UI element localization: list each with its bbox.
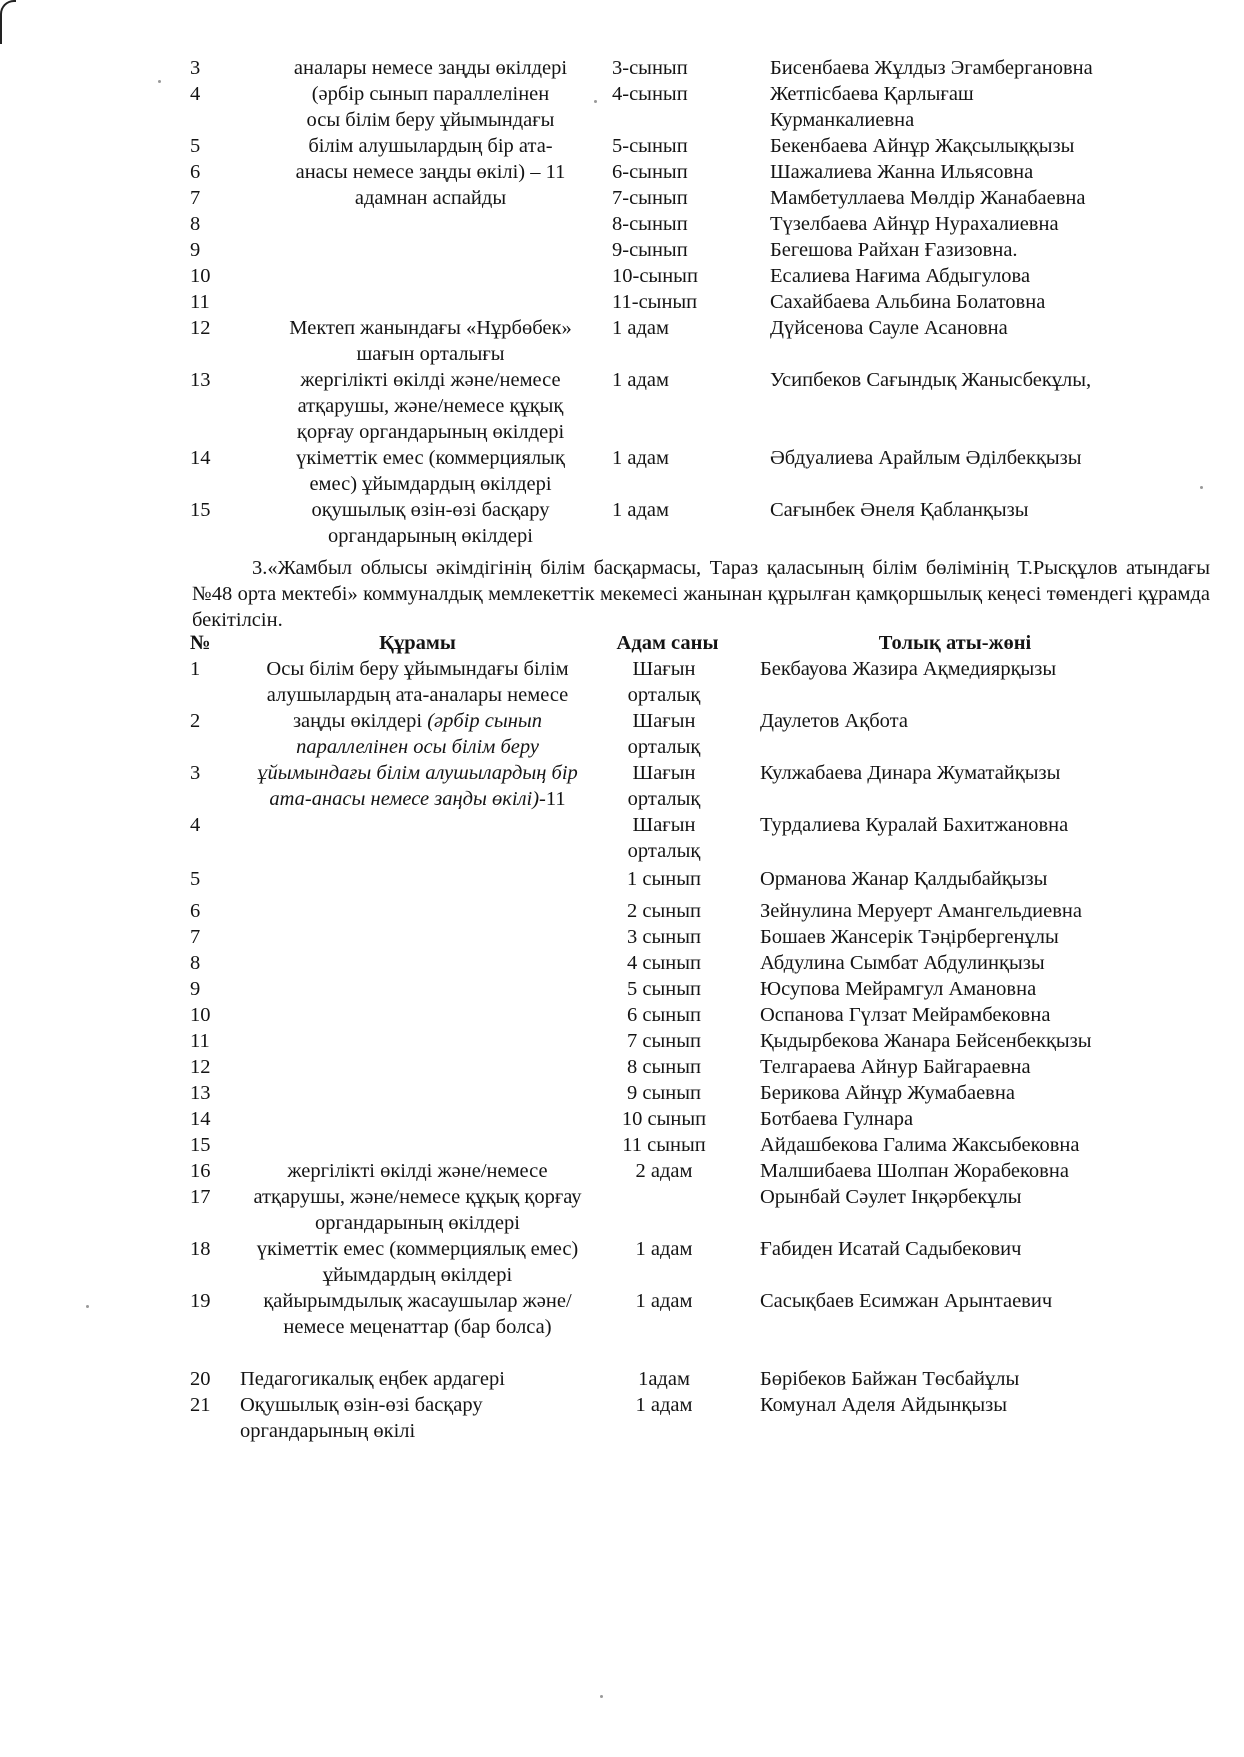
full-name: Айдашбекова Галима Жаксыбековна [760,1134,1080,1156]
full-name: Усипбеков Сағындық Жанысбекұлы, [770,369,1092,391]
full-name: Шажалиева Жанна Ильясовна [770,161,1034,183]
scan-corner-mark [0,0,16,44]
composition-line: емес) ұйымдардың өкілдері [309,473,552,495]
full-name: Мамбетуллаева Мөлдір Жанабаевна [770,187,1086,209]
composition-line: үкіметтік емес (коммерциялық [296,447,565,469]
person-count: 3 сынып [627,926,701,948]
scan-speck [86,1305,89,1308]
row-number: 10 [190,265,211,287]
person-count: 1 адам [612,317,669,339]
person-count: 10 сынып [621,1108,707,1130]
full-name: Сағынбек Әнеля Қабланқызы [770,499,1029,521]
scan-speck [600,1695,603,1698]
composition-line: жергілікті өкілді және/немесе [300,369,561,391]
composition-line: атқарушы, және/немесе құқық [297,395,564,417]
full-name: Оспанова Гүлзат Мейрамбековна [760,1004,1051,1026]
scan-speck [158,80,161,83]
full-name: Малшибаева Шолпан Жорабековна [760,1160,1069,1182]
person-count: 9-сынып [612,239,688,261]
composition-ngo: үкіметтік емес (коммерциялық емес) ұйымдардың өкілдері [256,1238,579,1286]
scan-speck [594,100,597,103]
composition-veteran: Педагогикалық еңбек ардагері [240,1368,505,1390]
full-name: Жетпісбаева Қарлығаш [770,83,974,105]
full-name: Курманкалиевна [770,109,915,131]
person-count: 7 сынып [627,1030,701,1052]
composition-line: шағын орталығы [356,343,505,365]
composition-line: анасы немесе заңды өкілі) – 11 [295,161,566,183]
person-count: 4 сынып [627,952,701,974]
row-number: 15 [190,1134,211,1156]
person-count: 3-сынып [612,57,688,79]
person-count: 5-сынып [612,135,688,157]
person-count: 2 адам [635,1160,693,1182]
person-count: 1 адам [635,1290,693,1312]
row-number: 7 [190,187,201,209]
row-number: 2 [190,710,201,732]
composition-line: органдарының өкілдері [328,525,533,547]
composition-line: қорғау органдарының өкілдері [296,421,565,443]
row-number: 3 [190,57,201,79]
full-name: Сахайбаева Альбина Болатовна [770,291,1046,313]
person-count: 9 сынып [627,1082,701,1104]
row-number: 8 [190,213,201,235]
person-count: 8 сынып [627,1056,701,1078]
row-number: 1 [190,658,201,680]
row-number: 8 [190,952,201,974]
person-count: 1 сынып [627,868,701,890]
composition-parents-note: (әрбір сынып параллелінен осы білім беру ұйымындағы білім алушылардың бір ата-анасы немесе заңды өкілі) [257,710,578,810]
row-number: 11 [190,1030,210,1052]
row-number: 10 [190,1004,211,1026]
composition-line: Мектеп жанындағы «Нұрбөбек» [289,317,572,339]
composition-students: Оқушылық өзін-өзі басқару органдарының өкілі [240,1394,483,1442]
full-name: Кулжабаева Динара Жуматайқызы [760,762,1061,784]
composition-parents-count: -11 [539,788,566,810]
full-name: Бегешова Райхан Ғазизовна. [770,239,1018,261]
person-count: Шағын орталық [627,762,701,810]
full-name: Орманова Жанар Қалдыбайқызы [760,868,1048,890]
row-number: 15 [190,499,211,521]
person-count: 2 сынып [627,900,701,922]
person-count: 1 адам [612,447,669,469]
composition-line: адамнан аспайды [354,187,507,209]
header-number: № [190,632,211,654]
composition-parents [245,656,590,812]
full-name: Бисенбаева Жұлдыз Эгамбергановна [770,57,1093,79]
full-name: Турдалиева Куралай Бахитжановна [760,814,1069,836]
composition-charity: қайырымдылық жасаушылар және/немесе меценаттар (бар болса) [263,1290,572,1338]
full-name: Дүйсенова Сауле Асановна [770,317,1008,339]
row-number: 9 [190,239,201,261]
person-count: 1 адам [635,1394,693,1416]
full-name: Әбдуалиева Арайлым Әділбекқызы [770,447,1082,469]
full-name: Даулетов Ақбота [760,710,908,732]
person-count: 11 сынып [622,1134,706,1156]
person-count: 1 адам [635,1238,693,1260]
full-name: Ғабиден Исатай Садыбекович [760,1238,1022,1260]
full-name: Қыдырбекова Жанара Бейсенбекқызы [760,1030,1092,1052]
person-count: 8-сынып [612,213,688,235]
person-count: 6 сынып [627,1004,701,1026]
full-name: Бекбауова Жазира Ақмедиярқызы [760,658,1057,680]
person-count: 4-сынып [612,83,688,105]
header-composition: Құрамы [379,632,456,654]
full-name: Бекенбаева Айнұр Жақсылыққызы [770,135,1075,157]
row-number: 3 [190,762,201,784]
full-name: Ботбаева Гулнара [760,1108,914,1130]
full-name: Комунал Аделя Айдынқызы [760,1394,1008,1416]
person-count: 7-сынып [612,187,688,209]
row-number: 9 [190,978,201,1000]
person-count: 11-сынып [612,291,698,313]
header-count: Адам саны [616,632,719,654]
composition-line: білім алушылардың бір ата- [308,135,553,157]
row-number: 5 [190,135,201,157]
full-name: Бошаев Жансерік Тәңірбергенұлы [760,926,1059,948]
header-full-name: Толық аты-жөні [878,632,1032,654]
composition-line: (әрбір сынып параллелінен [311,83,550,105]
row-number: 14 [190,447,211,469]
row-number: 21 [190,1394,211,1416]
person-count: 1 адам [612,499,669,521]
row-number: 11 [190,291,210,313]
row-number: 13 [190,1082,211,1104]
composition-local-authority: жергілікті өкілді және/немесе атқарушы, және/немесе құқық қорғау органдарының өкілдері [253,1160,582,1234]
person-count: 10-сынып [612,265,698,287]
person-count: 5 сынып [627,978,701,1000]
row-number: 12 [190,1056,211,1078]
decision-paragraph: 3.«Жамбыл облысы әкімдігінің білім басқармасы, Тараз қаласының білім бөлімінің Т.Рысқұлов атындағы №48 орта мектебі» коммуналдық мемлекеттік мекемесі жанынан құрылған қамқоршылық кеңесі төмендегі құрамда бекітілсін. [192,557,1210,631]
composition-parents-text: Осы білім беру ұйымындағы білім алушылардың ата-аналары немесе заңды өкілдері [266,658,569,732]
composition-line: аналары немесе заңды өкілдері [293,57,568,79]
person-count: 1 адам [612,369,669,391]
person-count: Шағын орталық [627,710,701,758]
person-count: 1адам [638,1368,690,1390]
row-number: 18 [190,1238,211,1260]
full-name: Абдулина Сымбат Абдулинқызы [760,952,1045,974]
full-name: Телгараева Айнур Байгараевна [760,1056,1031,1078]
full-name: Бөрібеков Байжан Төсбайұлы [760,1368,1020,1390]
full-name: Түзелбаева Айнұр Нурахалиевна [770,213,1059,235]
person-count: Шағын орталық [627,658,701,706]
scan-speck [1200,486,1203,489]
row-number: 16 [190,1160,211,1182]
row-number: 5 [190,868,201,890]
row-number: 14 [190,1108,211,1130]
full-name: Есалиева Нағима Абдыгулова [770,265,1031,287]
row-number: 4 [190,83,201,105]
row-number: 19 [190,1290,211,1312]
person-count: Шағын орталық [627,814,701,862]
composition-line: оқушылық өзін-өзі басқару [311,499,550,521]
row-number: 6 [190,900,201,922]
composition-line: осы білім беру ұйымындағы [306,109,555,131]
full-name: Юсупова Мейрамгул Амановна [760,978,1037,1000]
row-number: 7 [190,926,201,948]
row-number: 6 [190,161,201,183]
full-name: Берикова Айнұр Жумабаевна [760,1082,1015,1104]
row-number: 17 [190,1186,211,1208]
row-number: 12 [190,317,211,339]
row-number: 4 [190,814,201,836]
full-name: Зейнулина Меруерт Амангельдиевна [760,900,1083,922]
person-count: 6-сынып [612,161,688,183]
row-number: 13 [190,369,211,391]
row-number: 20 [190,1368,211,1390]
full-name: Сасықбаев Есимжан Арынтаевич [760,1290,1053,1312]
full-name: Орынбай Сәулет Інқәрбекұлы [760,1186,1022,1208]
